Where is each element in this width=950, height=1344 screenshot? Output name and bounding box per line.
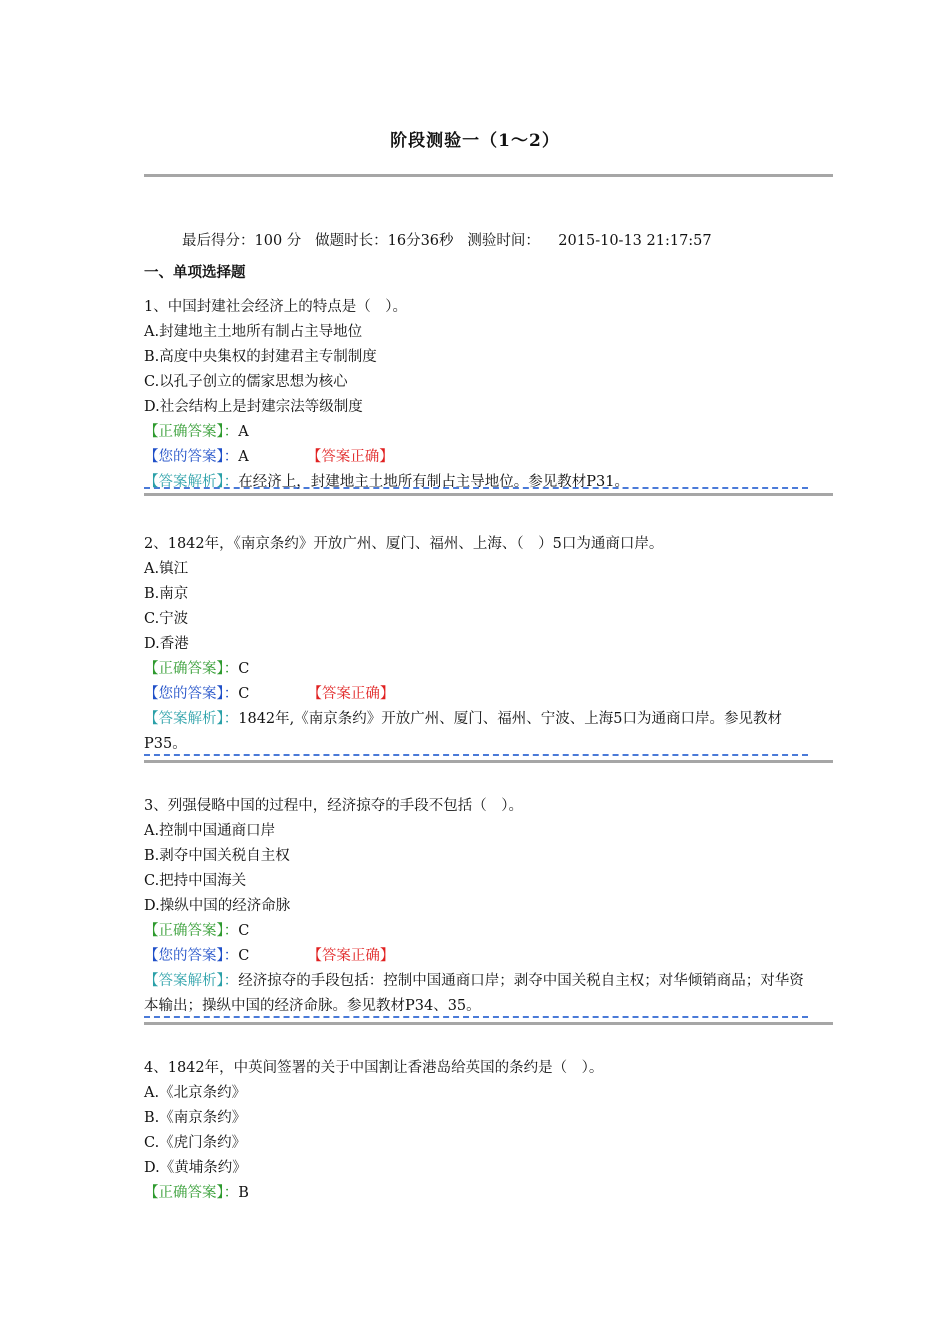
- answer-correct-badge: 【答案正确】: [307, 948, 395, 964]
- correct-answer-row: [144, 919, 834, 944]
- analysis-label: 【答案解析】：: [144, 711, 239, 727]
- option-c: C.把持中国海关: [144, 873, 247, 889]
- time-label: 测验时间：: [467, 233, 540, 249]
- option-b: B.剥夺中国关税自主权: [144, 848, 290, 864]
- correct-answer-row: [144, 657, 834, 682]
- analysis-label: 【答案解析】：: [144, 973, 239, 989]
- your-answer-row: [144, 682, 834, 707]
- duration-value: 16分36秒: [387, 233, 454, 249]
- analysis-dash-line: [144, 754, 808, 756]
- duration-label: 做题时长：: [315, 233, 388, 249]
- option-d: D.《黄埔条约》: [144, 1160, 247, 1176]
- page-title: 阶段测验一（1～2）: [390, 131, 560, 151]
- your-answer-value: C: [238, 948, 250, 964]
- your-answer-label: 【您的答案】：: [144, 686, 239, 702]
- question-stem: 2、1842年，《南京条约》开放广州、厦门、福州、上海、（ ）5口为通商口岸。: [144, 536, 664, 552]
- question-stem: 4、1842年，中英间签署的关于中国割让香港岛给英国的条约是（ ）。: [144, 1060, 604, 1076]
- time-value: 2015-10-13 21:17:57: [558, 233, 712, 249]
- question-stem: 3、列强侵略中国的过程中，经济掠夺的手段不包括（ ）。: [144, 798, 523, 814]
- your-answer-label: 【您的答案】：: [144, 449, 239, 465]
- option-d: D.香港: [144, 636, 189, 652]
- correct-answer-row: [144, 420, 834, 445]
- question-1: [144, 295, 834, 496]
- correct-answer-label: 【正确答案】：: [144, 923, 239, 939]
- question-3: [144, 794, 834, 1025]
- analysis-row: [144, 470, 834, 495]
- option-a: A.《北京条约》: [144, 1085, 247, 1101]
- correct-answer-value: C: [238, 661, 250, 677]
- correct-answer-label: 【正确答案】：: [144, 424, 239, 440]
- correct-answer-value: A: [238, 424, 249, 440]
- score-value: 100: [254, 233, 283, 249]
- correct-answer-label: 【正确答案】：: [144, 661, 239, 677]
- analysis-row: [144, 707, 814, 757]
- option-d: D.社会结构上是封建宗法等级制度: [144, 399, 363, 415]
- title-divider: [144, 174, 833, 177]
- question-2: [144, 532, 834, 763]
- your-answer-row: [144, 445, 834, 470]
- analysis-row: [144, 969, 814, 1019]
- question-4: [144, 1056, 834, 1206]
- option-c: C.《虎门条约》: [144, 1135, 247, 1151]
- answer-correct-badge: 【答案正确】: [307, 686, 395, 702]
- answer-correct-badge: 【答案正确】: [306, 449, 394, 465]
- option-c: C.宁波: [144, 611, 189, 627]
- your-answer-label: 【您的答案】：: [144, 948, 239, 964]
- option-a: A.控制中国通商口岸: [144, 823, 276, 839]
- score-label: 最后得分：: [182, 233, 255, 249]
- analysis-text: 在经济上，封建地主土地所有制占主导地位。参见教材P31。: [238, 474, 629, 490]
- your-answer-value: C: [238, 686, 250, 702]
- correct-answer-value: B: [238, 1185, 249, 1201]
- option-a: A.封建地主土地所有制占主导地位: [144, 324, 363, 340]
- question-divider: [144, 760, 833, 763]
- quiz-meta: [182, 229, 712, 250]
- score-unit: 分: [286, 233, 302, 249]
- correct-answer-value: C: [238, 923, 250, 939]
- option-a: A.镇江: [144, 561, 189, 577]
- question-divider: [144, 1022, 833, 1025]
- option-c: C.以孔子创立的儒家思想为核心: [144, 374, 348, 390]
- correct-answer-label: 【正确答案】：: [144, 1185, 239, 1201]
- correct-answer-row: [144, 1181, 834, 1206]
- question-stem: 1、中国封建社会经济上的特点是（ ）。: [144, 299, 407, 315]
- option-b: B.南京: [144, 586, 189, 602]
- option-b: B.《南京条约》: [144, 1110, 247, 1126]
- analysis-text: 1842年,《南京条约》开放广州、厦门、福州、宁波、上海5口为通商口岸。参见教材P35。: [144, 711, 782, 752]
- section-title: 一、单项选择题: [144, 264, 246, 281]
- analysis-label: 【答案解析】：: [144, 474, 239, 490]
- option-b: B.高度中央集权的封建君主专制制度: [144, 349, 377, 365]
- analysis-text: 经济掠夺的手段包括：控制中国通商口岸；剥夺中国关税自主权；对华倾销商品；对华资本输出；操纵中国的经济命脉。参见教材P34、35。: [144, 973, 804, 1014]
- your-answer-row: [144, 944, 834, 969]
- option-d: D.操纵中国的经济命脉: [144, 898, 291, 914]
- your-answer-value: A: [238, 449, 249, 465]
